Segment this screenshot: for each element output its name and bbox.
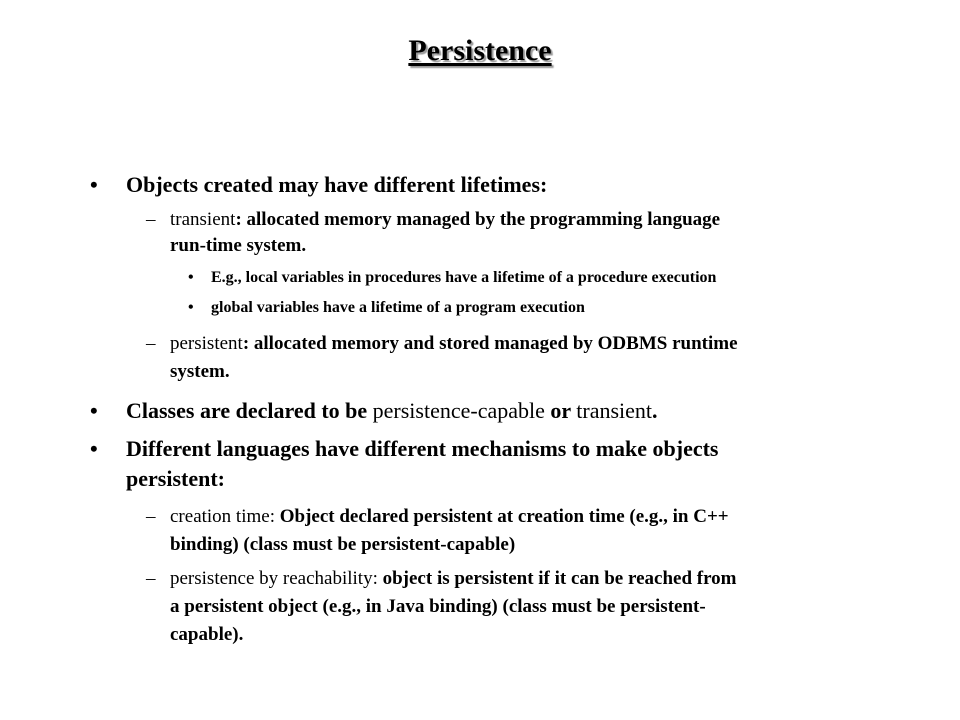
dash-marker: – — [146, 568, 156, 589]
reachability-desc-line2: a persistent object (e.g., in Java binding) (class must be persistent- — [170, 596, 706, 617]
line — [170, 504, 729, 530]
bullet-marker: • — [90, 398, 98, 423]
bullet-marker: • — [188, 269, 194, 286]
bullet-text: E.g., local variables in procedures have a lifetime of a procedure execution — [211, 269, 717, 286]
text-part: . — [652, 398, 658, 423]
creation-time-desc-line2: binding) (class must be persistent-capable) — [170, 534, 516, 555]
bullet-text-line2: persistent: — [126, 466, 225, 491]
bullet-marker: • — [90, 172, 98, 197]
line — [170, 566, 737, 592]
text-part: or — [544, 398, 577, 423]
bullet-marker: • — [188, 299, 194, 316]
term-persistence-capable: persistence-capable — [372, 398, 545, 423]
bullet-text: Objects created may have different lifetimes: — [126, 172, 548, 197]
text-part: Classes are declared to be — [126, 398, 373, 423]
bullet-marker: • — [90, 436, 98, 461]
dash-marker: – — [146, 506, 156, 527]
bullet-text — [126, 397, 658, 425]
dash-marker: – — [146, 209, 156, 230]
persistent-desc-line2: system. — [170, 361, 230, 382]
transient-desc: : allocated memory managed by the programming language — [235, 209, 721, 230]
term-creation-time: creation time: — [170, 506, 275, 527]
bullet-text: global variables have a lifetime of a program execution — [211, 299, 585, 316]
slide-title: Persistence — [408, 34, 552, 67]
term-reachability: persistence by reachability: — [170, 568, 378, 589]
line — [170, 207, 720, 233]
term-transient: transient — [170, 209, 236, 230]
line — [170, 331, 738, 357]
transient-desc-line2: run-time system. — [170, 235, 307, 256]
persistent-desc: : allocated memory and stored managed by ODBMS runtime — [242, 333, 738, 354]
reachability-desc: object is persistent if it can be reached from — [377, 568, 737, 589]
bullet-text: Different languages have different mechanisms to make objects — [126, 436, 719, 461]
term-persistent: persistent — [170, 333, 243, 354]
reachability-desc-line3: capable). — [170, 624, 244, 645]
dash-marker: – — [146, 333, 156, 354]
term-transient: transient — [576, 398, 653, 423]
creation-time-desc: Object declared persistent at creation time (e.g., in C++ — [274, 506, 729, 527]
